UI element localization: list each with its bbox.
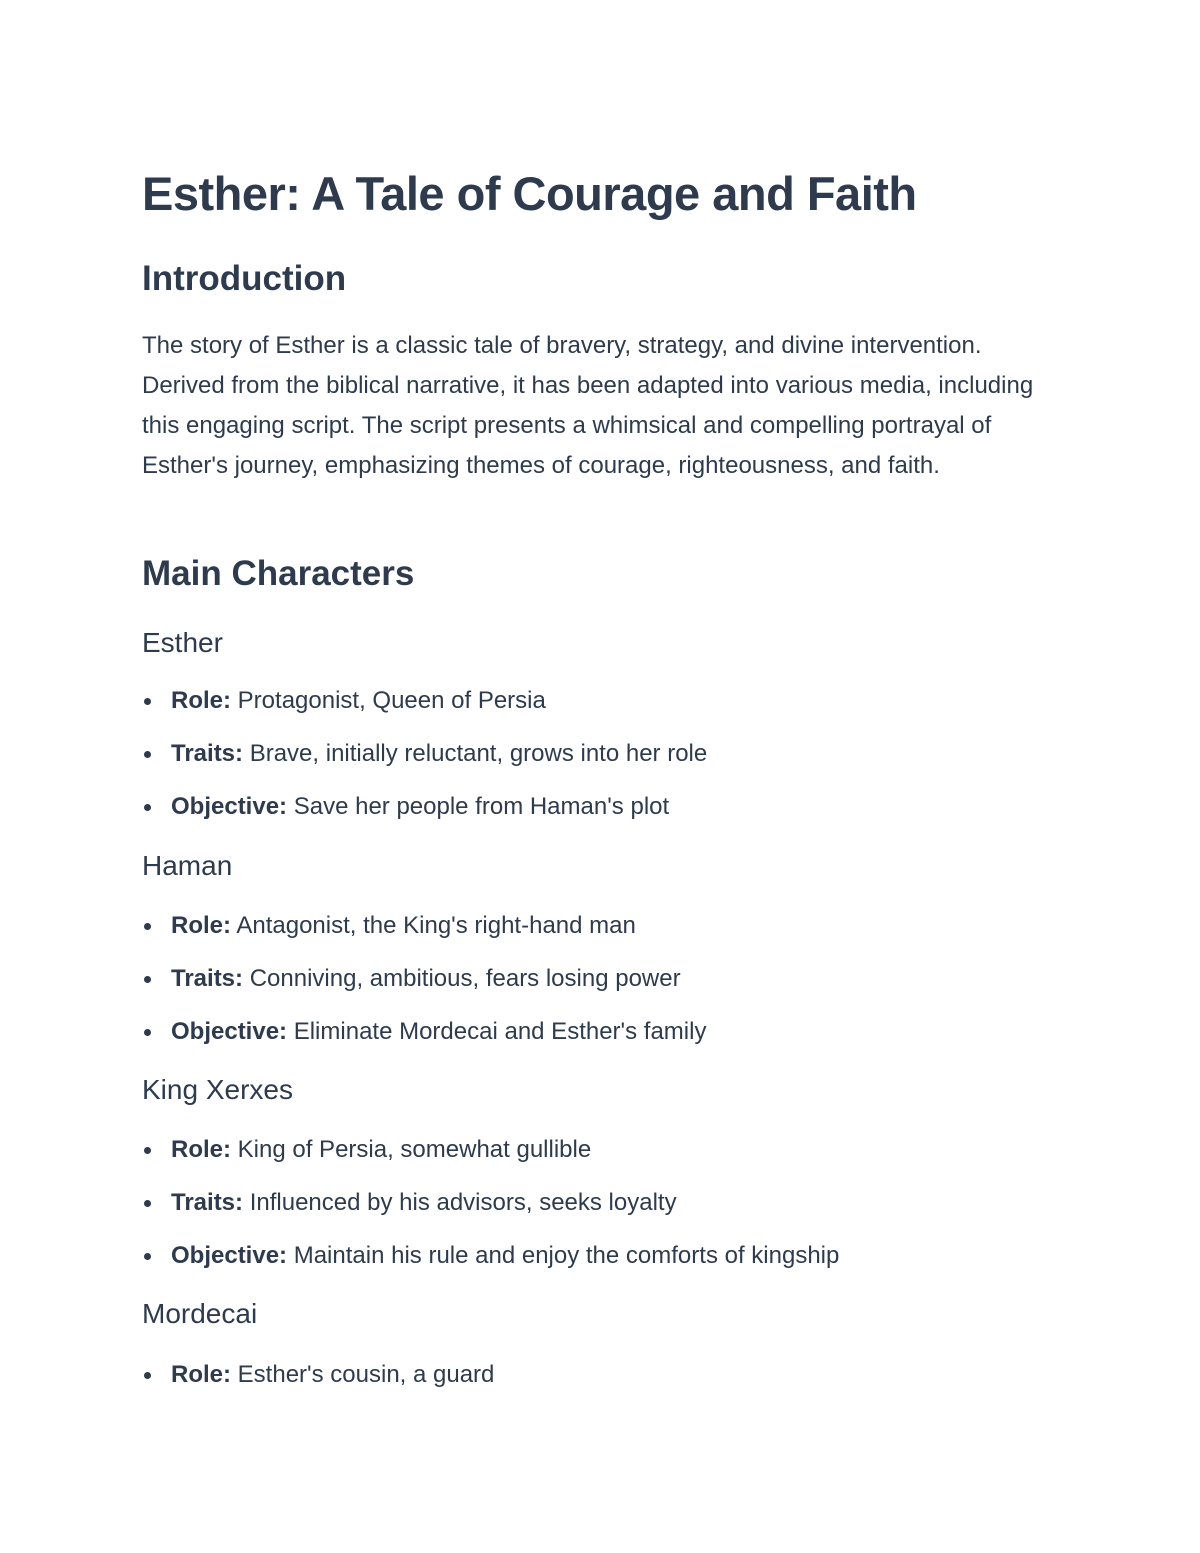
list-item — [142, 1241, 839, 1294]
list-item — [142, 1017, 706, 1070]
list-item — [142, 1188, 839, 1241]
item-value: Antagonist, the King's right-hand man — [236, 912, 636, 939]
item-value: Conniving, ambitious, fears losing power — [249, 965, 681, 992]
character-list-mordecai — [142, 1360, 494, 1413]
character-heading-haman: Haman — [142, 850, 233, 881]
bullet-icon — [144, 923, 151, 930]
item-value: Protagonist, Queen of Persia — [237, 687, 546, 714]
introduction-heading: Introduction — [142, 259, 347, 298]
bullet-icon — [144, 751, 151, 758]
list-item — [142, 739, 707, 792]
item-label: Role: — [171, 912, 231, 939]
introduction-paragraph: The story of Esther is a classic tale of bravery, strategy, and divine intervention. Derived from the biblical narrative, it has been adapted into various media, including this engaging script. The script presents a whimsical and compelling portrayal of Esther's journey, emphasizing themes of courage, righteousness, and faith. — [142, 332, 1034, 479]
item-label: Role: — [171, 1136, 231, 1163]
character-heading-esther: Esther — [142, 627, 223, 658]
item-label: Traits: — [171, 740, 244, 767]
item-value: Brave, initially reluctant, grows into her role — [249, 740, 708, 767]
item-value: Save her people from Haman's plot — [293, 793, 670, 820]
main-characters-heading: Main Characters — [142, 554, 415, 593]
item-value: Esther's cousin, a guard — [237, 1361, 495, 1388]
bullet-icon — [144, 1147, 151, 1154]
item-label: Objective: — [171, 793, 288, 820]
bullet-icon — [144, 804, 151, 811]
character-list-king-xerxes — [142, 1135, 839, 1294]
bullet-icon — [144, 1253, 151, 1260]
bullet-icon — [144, 976, 151, 983]
document-title: Esther: A Tale of Courage and Faith — [142, 167, 917, 220]
list-item — [142, 792, 707, 845]
bullet-icon — [144, 698, 151, 705]
character-heading-king-xerxes: King Xerxes — [142, 1074, 293, 1105]
item-value: King of Persia, somewhat gullible — [237, 1136, 592, 1163]
item-label: Objective: — [171, 1242, 288, 1269]
list-item — [142, 911, 706, 964]
list-item — [142, 1135, 839, 1188]
item-label: Traits: — [171, 965, 244, 992]
item-label: Role: — [171, 1361, 231, 1388]
list-item — [142, 686, 707, 739]
character-heading-mordecai: Mordecai — [142, 1298, 258, 1329]
bullet-icon — [144, 1029, 151, 1036]
item-label: Role: — [171, 687, 231, 714]
item-value: Influenced by his advisors, seeks loyalty — [249, 1189, 677, 1216]
bullet-icon — [144, 1372, 151, 1379]
list-item — [142, 964, 706, 1017]
item-value: Eliminate Mordecai and Esther's family — [293, 1018, 707, 1045]
item-label: Objective: — [171, 1018, 288, 1045]
character-list-esther — [142, 686, 707, 845]
item-value: Maintain his rule and enjoy the comforts of kingship — [293, 1242, 840, 1269]
bullet-icon — [144, 1200, 151, 1207]
list-item — [142, 1360, 494, 1413]
character-list-haman — [142, 911, 706, 1070]
item-label: Traits: — [171, 1189, 244, 1216]
